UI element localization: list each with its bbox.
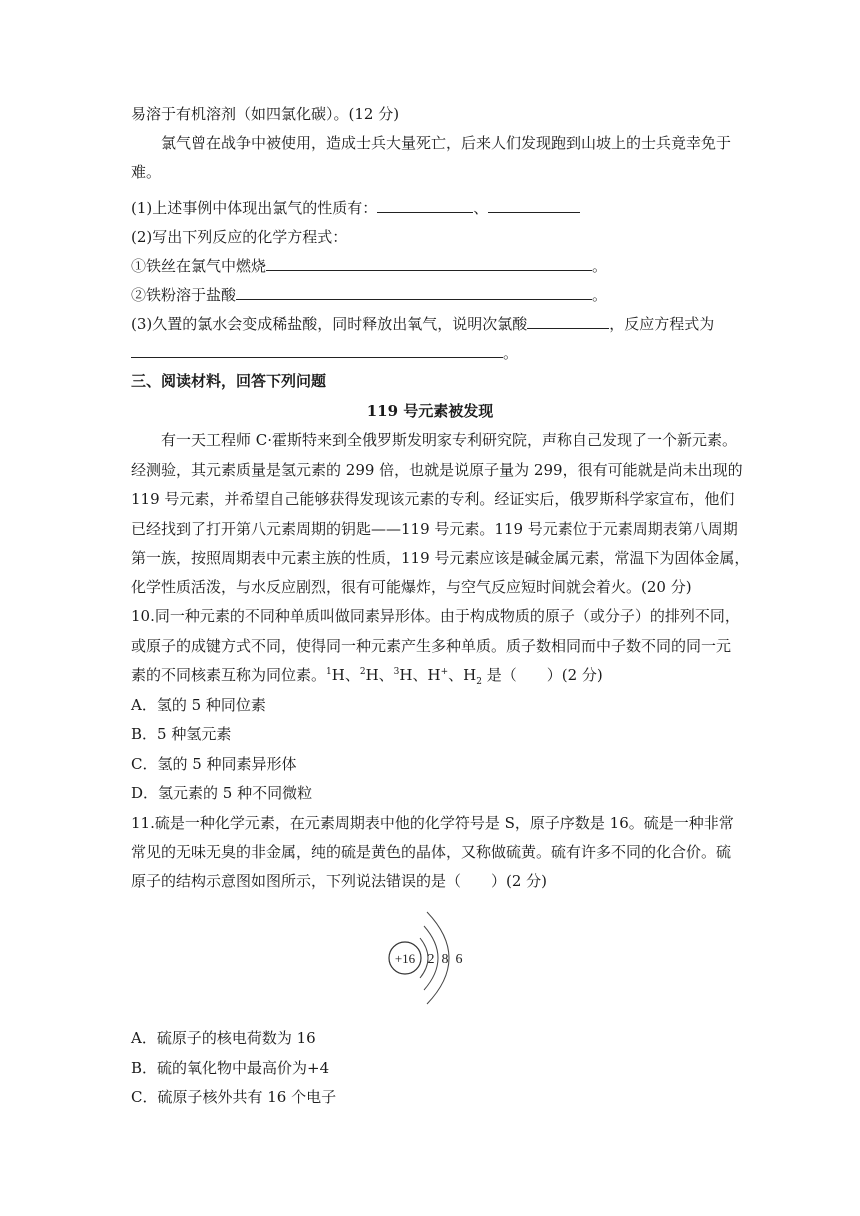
answer-blank[interactable] — [488, 198, 580, 213]
period: 。 — [592, 257, 608, 275]
article-line: 经测验，其元素质量是氢元素的 299 倍，也就是说原子量为 299，很有可能就是尚未出现的 — [131, 461, 743, 479]
subscript: 2 — [476, 677, 482, 687]
q10-line3 — [131, 665, 731, 685]
answer-blank[interactable] — [527, 314, 609, 329]
q9-part2-a — [131, 256, 731, 276]
isotope: H、H — [399, 666, 441, 684]
q9-line1: 易溶于有机溶剂（如四氯化碳）。(12 分) — [131, 105, 400, 123]
ion-charge: + — [440, 667, 449, 677]
separator: 、 — [473, 199, 489, 217]
article-line: 已经找到了打开第八元素周期的钥匙——119 号元素。119 号元素位于元素周期表第八周期 — [131, 520, 738, 538]
article-title: 119 号元素被发现 — [366, 402, 494, 420]
q9-part2-a-text: ①铁丝在氯气中燃烧 — [131, 257, 267, 275]
answer-blank[interactable] — [377, 198, 473, 213]
option-b[interactable]: B．硫的氧化物中最高价为+4 — [131, 1059, 330, 1077]
shell-electron-count: 2 — [427, 952, 435, 967]
option-b[interactable]: B．5 种氢元素 — [131, 725, 232, 743]
option-a[interactable]: A．氢的 5 种同位素 — [131, 696, 266, 714]
nucleus-charge: +16 — [394, 951, 416, 966]
sulfur-atom-diagram — [386, 902, 476, 1012]
q9-part1 — [131, 198, 731, 218]
q10-line1: 10.同一种元素的不同种单质叫做同素异形体。由于构成物质的原子（或分子）的排列不同， — [131, 607, 740, 625]
mass-number: 3 — [393, 667, 400, 677]
article-line: 有一天工程师 C·霍斯特来到全俄罗斯发明家专利研究院，声称自己发现了一个新元素。 — [161, 431, 738, 449]
q10-line3-post: 是（ ）(2 分) — [481, 666, 603, 684]
isotope: H、 — [365, 666, 394, 684]
mass-number: 2 — [359, 667, 366, 677]
section-heading: 三、阅读材料，回答下列问题 — [131, 372, 327, 390]
q11-line2: 常见的无味无臭的非金属，纯的硫是黄色的晶体，又称做硫黄。硫有许多不同的化合价。硫 — [131, 843, 732, 861]
q9-part2-b — [131, 285, 731, 305]
q11-line3: 原子的结构示意图如图所示，下列说法错误的是（ ）(2 分) — [131, 872, 548, 890]
article-line: 化学性质活泼，与水反应剧烈，很有可能爆炸，与空气反应短时间就会着火。(20 分) — [131, 578, 692, 596]
answer-blank[interactable] — [131, 343, 503, 358]
period: 。 — [592, 286, 608, 304]
option-d[interactable]: D．氢元素的 5 种不同微粒 — [131, 784, 313, 802]
q9-part3 — [131, 314, 731, 334]
hydrogen-molecule: 、H — [448, 666, 477, 684]
q10-line2: 或原子的成键方式不同，使得同一种元素产生多种单质。质子数相同而中子数不同的同一元 — [131, 637, 732, 655]
q9-part2: (2)写出下列反应的化学方程式： — [131, 228, 348, 246]
option-c[interactable]: C．氢的 5 种同素异形体 — [131, 755, 297, 773]
q9-part3-text: (3)久置的氯水会变成稀盐酸，同时释放出氧气，说明次氯酸 — [131, 315, 528, 333]
answer-blank[interactable] — [236, 285, 592, 300]
shell-electron-count: 8 — [441, 952, 449, 967]
q9-part3-tail: ，反应方程式为 — [609, 315, 715, 333]
q11-line1: 11.硫是一种化学元素，在元素周期表中他的化学符号是 S，原子序数是 16。硫是一种非常 — [131, 814, 734, 832]
mass-number: 1 — [326, 667, 332, 677]
option-a[interactable]: A．硫原子的核电荷数为 16 — [131, 1029, 316, 1047]
isotope: H、 — [331, 666, 360, 684]
q9-intro-a: 氯气曾在战争中被使用，造成士兵大量死亡，后来人们发现跑到山坡上的士兵竟幸免于 — [161, 134, 732, 152]
q10-line3-pre: 素的不同核素互称为同位素。 — [131, 666, 327, 684]
shell-electron-count: 6 — [455, 952, 463, 967]
option-c[interactable]: C．硫原子核外共有 16 个电子 — [131, 1088, 337, 1106]
article-line: 119 号元素，并希望自己能够获得发现该元素的专利。经证实后，俄罗斯科学家宣布，他们 — [131, 490, 735, 508]
q9-intro-b: 难。 — [131, 163, 162, 181]
q9-part3-line2 — [131, 343, 731, 363]
q9-part2-b-text: ②铁粉溶于盐酸 — [131, 286, 237, 304]
q9-part1-text: (1)上述事例中体现出氯气的性质有： — [131, 199, 378, 217]
article-line: 第一族，按照周期表中元素主族的性质，119 号元素应该是碱金属元素，常温下为固体金属， — [131, 549, 750, 567]
period: 。 — [503, 344, 519, 362]
answer-blank[interactable] — [266, 256, 592, 271]
